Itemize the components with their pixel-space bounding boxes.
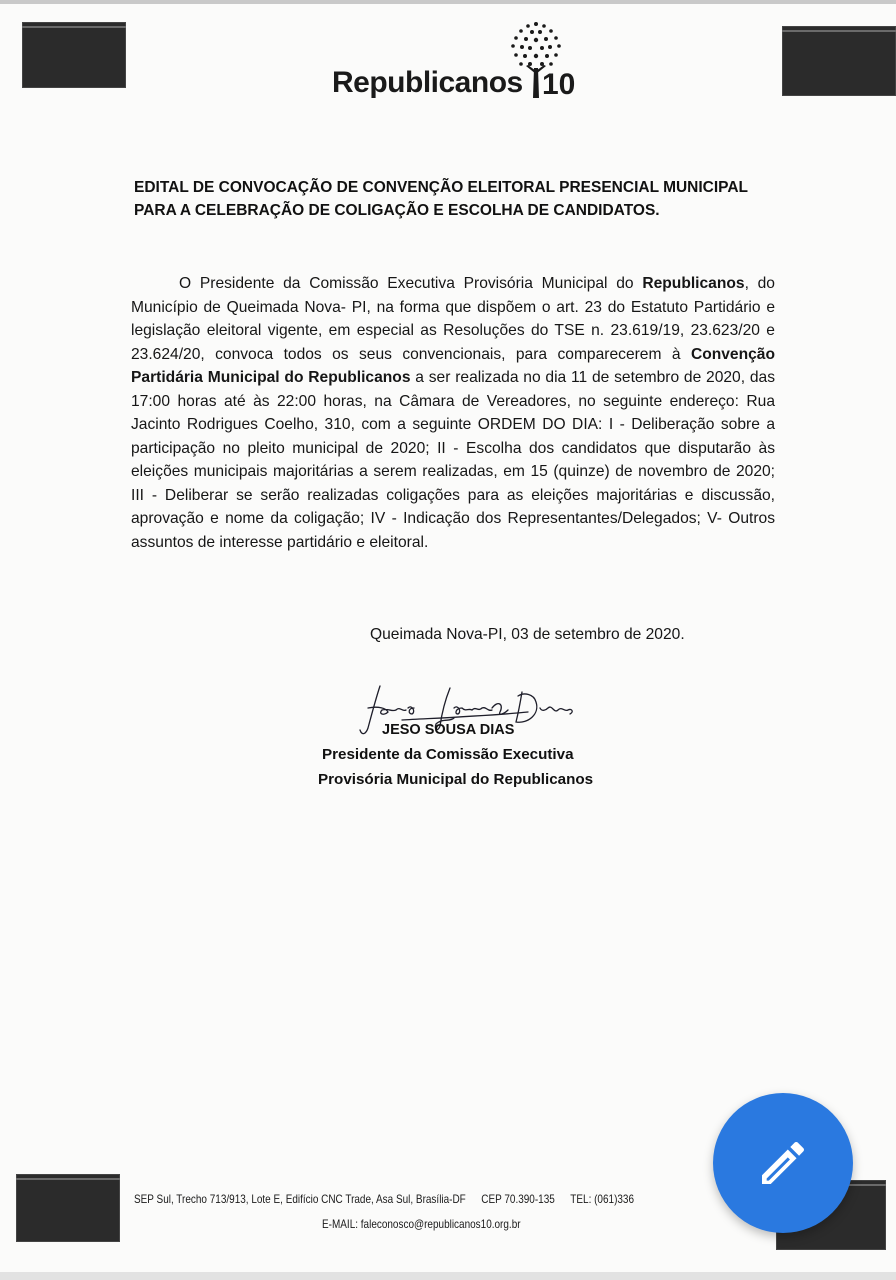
footer-address: SEP Sul, Trecho 713/913, Lote E, Edifício CNC Trade, Asa Sul, Brasília-DF bbox=[134, 1193, 466, 1206]
redaction-block-top-left bbox=[22, 22, 126, 88]
footer-phone: TEL: (061)336 bbox=[570, 1193, 635, 1206]
date-line: Queimada Nova-PI, 03 de setembro de 2020. bbox=[370, 626, 685, 643]
redaction-block-bottom-left bbox=[16, 1174, 120, 1242]
footer-email: E-MAIL: faleconosco@republicanos10.org.br bbox=[322, 1218, 521, 1231]
body-text-part-1: O Presidente da Comissão Executiva Provisória Municipal do bbox=[179, 275, 643, 292]
body-text-part-2: , do Município de Queimada Nova- PI, na forma que dispõem o art. 23 do Estatuto Partidário e legislação eleitoral vigente, em especial as Resoluções do TSE n. 23.619/19, 23.623/20 e 23.624/20, convoca todos os seus convencionais, para comparecerem à bbox=[131, 275, 775, 363]
signatory-role-line-2: Provisória Municipal do Republicanos bbox=[318, 771, 594, 788]
logo-brand-name: Republicanos bbox=[332, 66, 523, 99]
party-logo bbox=[330, 14, 590, 104]
body-bold-convencao: Convenção Partidária Municipal do Republicanos bbox=[131, 345, 775, 386]
body-text-part-3: a ser realizada no dia 11 de setembro de 2020, das 17:00 horas até às 22:00 horas, na Câmara de Vereadores, no seguinte endereço: Rua Jacinto Rodrigues Coelho, 310, com a seguinte ORDEM DO DIA: I - Deliberação sobre a participação no pleito municipal de 2020; II - Escolha dos candidatos que disputarão às eleições municipais majoritárias a serem realizadas, em 15 (quinze) de novembro de 2020; III - Deliberar se serão realizadas coligações para as eleições majoritárias e discussão, aprovação e nome da coligação; IV - Indicação dos Representantes/Delegados; V- Outros assuntos de interesse partidário e eleitoral. bbox=[131, 369, 775, 551]
footer-cep: CEP 70.390-135 bbox=[481, 1193, 555, 1206]
bottom-border bbox=[0, 1272, 896, 1280]
document-body bbox=[131, 272, 775, 554]
footer-address-line bbox=[134, 1193, 650, 1206]
signatory-name: JESO SOUSA DIAS bbox=[382, 722, 515, 738]
body-bold-republicanos: Republicanos bbox=[642, 275, 745, 292]
edit-fab-button[interactable] bbox=[713, 1093, 853, 1233]
document-title: EDITAL DE CONVOCAÇÃO DE CONVENÇÃO ELEITORAL PRESENCIAL MUNICIPAL PARA A CELEBRAÇÃO DE COLIGAÇÃO E ESCOLHA DE CANDIDATOS. bbox=[134, 179, 748, 219]
pencil-icon bbox=[755, 1135, 811, 1191]
signatory-role-line-1: Presidente da Comissão Executiva bbox=[322, 746, 574, 763]
logo-number: 10 bbox=[542, 68, 576, 101]
redaction-block-top-right bbox=[782, 26, 896, 96]
